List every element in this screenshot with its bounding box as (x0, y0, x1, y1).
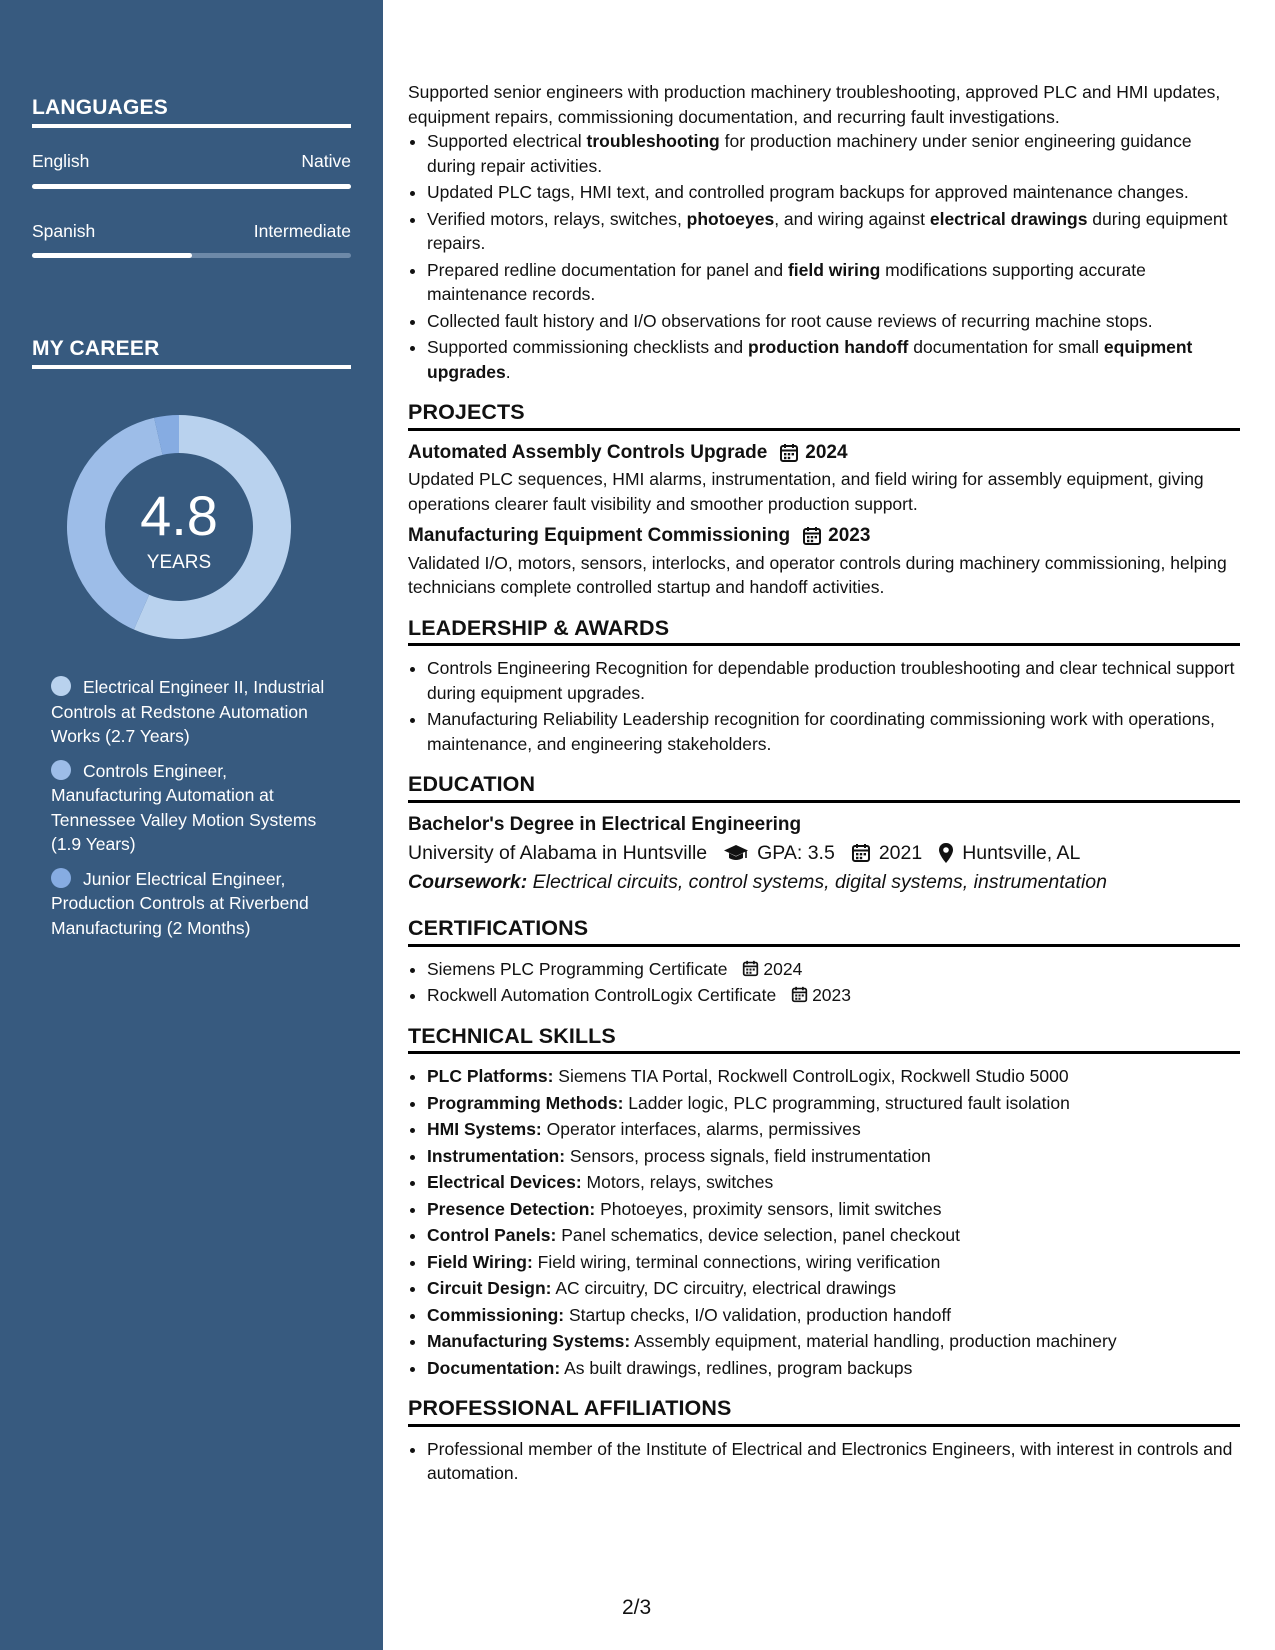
skill-label: Presence Detection: (427, 1198, 596, 1219)
bullet-text: Supported electrical (427, 131, 587, 151)
skill-value: Photoeyes, proximity sensors, limit switches (595, 1198, 942, 1219)
skills-list (408, 1064, 1240, 1380)
skill-label: Electrical Devices: (427, 1172, 582, 1192)
school-location: Huntsville, AL (962, 842, 1081, 864)
sidebar (0, 0, 383, 1650)
experience-bullet (427, 335, 1240, 384)
career-item (51, 759, 341, 857)
project-title: Manufacturing Equipment Commissioning (408, 525, 791, 546)
graduation-cap-icon (723, 843, 749, 863)
experience-bullet (427, 180, 1240, 205)
gpa: GPA: 3.5 (757, 842, 835, 864)
calendar-icon (851, 843, 871, 863)
bullet-text: documentation for small (908, 337, 1104, 357)
coursework-label: Coursework: (408, 870, 528, 893)
skill-label: Documentation: (427, 1357, 561, 1378)
project-title-row (408, 441, 1240, 466)
language-row-english (32, 151, 351, 172)
page-number: 2/3 (622, 1596, 652, 1619)
experience-intro: Supported senior engineers with production machinery troubleshooting, approved PLC and HMI updates, equipment repairs, commissioning documentation, and recurring fault investigations. (408, 82, 1221, 127)
certification-item (427, 957, 1240, 982)
skill-value: As built drawings, redlines, program backups (560, 1357, 913, 1378)
language-bar-fill (32, 253, 192, 258)
language-level: Native (301, 151, 351, 171)
main-content (408, 80, 1240, 1488)
career-item (51, 675, 341, 749)
bullet-text: Supported commissioning checklists and (427, 337, 748, 357)
skill-value: Panel schematics, device selection, panel checkout (556, 1225, 961, 1245)
certification-name: Rockwell Automation ControlLogix Certificate (427, 985, 777, 1005)
bullet-keyword: troubleshooting (586, 131, 720, 151)
calendar-icon (802, 526, 822, 546)
experience-bullet (427, 258, 1240, 307)
skill-label: Commissioning: (427, 1304, 565, 1325)
bullet-keyword: field wiring (787, 259, 881, 280)
skill-item (427, 1064, 1240, 1089)
project-title-row (408, 524, 1240, 549)
affiliations-list (408, 1437, 1240, 1486)
skill-value: Ladder logic, PLC programming, structured fault isolation (623, 1092, 1070, 1113)
coursework (408, 870, 1240, 895)
language-bar-english (32, 184, 351, 189)
certifications-heading: CERTIFICATIONS (408, 916, 1240, 947)
language-name: English (32, 151, 90, 171)
projects-heading: PROJECTS (408, 400, 1240, 431)
language-level: Intermediate (253, 221, 351, 241)
skill-item (427, 1276, 1240, 1301)
skill-value: AC circuitry, DC circuitry, electrical drawings (551, 1278, 897, 1298)
bullet-text: during equipment repairs. (427, 208, 1228, 253)
project (408, 524, 1240, 600)
bullet-keyword: equipment upgrades (427, 337, 1193, 382)
calendar-icon (779, 443, 799, 463)
calendar-icon (791, 986, 808, 1003)
leadership-item: • Controls Engineering Recognition for dependable production troubleshooting and clear technical support during equipment upgrades. (427, 656, 1240, 705)
skill-value: Assembly equipment, material handling, production machinery (630, 1331, 1117, 1351)
bullet-text: for production machinery under senior engineering guidance during repair activities. (427, 131, 1192, 176)
career-item-text: Junior Electrical Engineer, Production Controls at Riverbend Manufacturing (2 Months) (51, 868, 309, 938)
experience-bullet (427, 309, 1240, 334)
experience-bullet (427, 129, 1240, 178)
bullet-text: Prepared redline documentation for panel and (427, 259, 788, 280)
career-item-text: Electrical Engineer II, Industrial Controls at Redstone Automation Works (2.7 Years) (51, 677, 325, 746)
calendar-icon (742, 960, 759, 977)
location-pin-icon (938, 842, 954, 864)
skill-value: Startup checks, I/O validation, production handoff (564, 1304, 951, 1325)
leadership-list (408, 656, 1240, 756)
experience-bullets (408, 129, 1240, 384)
certification-year: 2024 (763, 958, 803, 979)
leadership-item: • Manufacturing Reliability Leadership recognition for coordinating commissioning work with operations, maintenance, and engineering stakeholders. (427, 707, 1240, 756)
certification-item (427, 983, 1240, 1008)
career-list (51, 675, 341, 950)
skill-item (427, 1091, 1240, 1116)
education-details (408, 841, 1240, 866)
skill-value: Field wiring, terminal connections, wiring verification (532, 1251, 941, 1272)
bullet-text: , and wiring against (774, 208, 930, 229)
bullet-text: modifications supporting accurate maintenance records. (427, 259, 1146, 304)
skill-value: Operator interfaces, alarms, permissives (541, 1119, 861, 1139)
degree-title: Bachelor's Degree in Electrical Engineering (408, 813, 802, 835)
skill-item (427, 1303, 1240, 1328)
skill-label: Control Panels: (427, 1225, 557, 1245)
career-item-text: Controls Engineer, Manufacturing Automation at Tennessee Valley Motion Systems (1.9 Years) (51, 760, 317, 854)
bullet-text: Collected fault history and I/O observations for root cause reviews of recurring machine stops. (427, 310, 1153, 331)
experience-bullet (427, 207, 1240, 256)
skill-item (427, 1117, 1240, 1142)
career-heading: MY CAREER (32, 337, 351, 369)
bullet-keyword: production handoff (748, 337, 909, 357)
project (408, 441, 1240, 517)
skill-item (427, 1250, 1240, 1275)
skill-label: Instrumentation: (427, 1145, 566, 1166)
skill-label: Programming Methods: (427, 1092, 624, 1113)
skill-item (427, 1144, 1240, 1169)
project-description: Updated PLC sequences, HMI alarms, instrumentation, and field wiring for assembly equipment, giving operations clearer fault visibility and smoother production support. (408, 469, 1204, 514)
certification-name: Siemens PLC Programming Certificate (427, 958, 728, 979)
skill-item (427, 1197, 1240, 1222)
skill-item (427, 1223, 1240, 1248)
school-name: University of Alabama in Huntsville (408, 842, 708, 864)
skill-label: Circuit Design: (427, 1278, 552, 1298)
career-item (51, 867, 341, 941)
certification-year: 2023 (812, 985, 852, 1005)
affiliations-heading: PROFESSIONAL AFFILIATIONS (408, 1396, 1240, 1427)
bullet-keyword: photoeyes (686, 208, 775, 229)
career-unit: YEARS (146, 552, 212, 573)
skill-label: Manufacturing Systems: (427, 1331, 631, 1351)
affiliation-item: • Professional member of the Institute of Electrical and Electronics Engineers, with interest in controls and automation. (427, 1437, 1240, 1486)
skills-heading: TECHNICAL SKILLS (408, 1024, 1240, 1055)
project-title: Automated Assembly Controls Upgrade (408, 441, 768, 463)
skill-value: Motors, relays, switches (581, 1172, 774, 1192)
skill-item (427, 1170, 1240, 1195)
career-dot (51, 760, 71, 780)
bullet-text: Verified motors, relays, switches, (427, 208, 687, 229)
language-name: Spanish (32, 221, 96, 241)
language-row-spanish (32, 221, 351, 242)
certifications-list (408, 957, 1240, 1008)
skill-item (427, 1329, 1240, 1354)
bullet-text: Updated PLC tags, HMI text, and controlled program backups for approved maintenance changes. (427, 182, 1189, 202)
career-donut-chart (66, 414, 292, 640)
skill-value: Sensors, process signals, field instrumentation (565, 1145, 931, 1166)
skill-value: Siemens TIA Portal, Rockwell ControlLogix, Rockwell Studio 5000 (553, 1066, 1069, 1086)
leadership-heading: LEADERSHIP & AWARDS (408, 616, 1240, 647)
language-bar-spanish (32, 253, 351, 258)
project-year: 2024 (805, 441, 848, 463)
graduation-year: 2021 (878, 842, 923, 864)
career-total: 4.8 (140, 484, 218, 547)
career-dot (51, 676, 71, 696)
skill-label: HMI Systems: (427, 1119, 542, 1139)
language-bar-fill (32, 184, 351, 189)
education-heading: EDUCATION (408, 772, 1240, 803)
skill-label: Field Wiring: (427, 1251, 533, 1272)
coursework-text: Electrical circuits, control systems, digital systems, instrumentation (527, 870, 1107, 893)
skill-label: PLC Platforms: (427, 1066, 554, 1086)
project-year: 2023 (828, 525, 871, 546)
project-description: Validated I/O, motors, sensors, interlocks, and operator controls during machinery commissioning, helping technicians complete controlled startup and handoff activities. (408, 552, 1227, 597)
bullet-text: . (505, 361, 511, 382)
skill-item (427, 1356, 1240, 1381)
career-dot (51, 868, 71, 888)
languages-heading: LANGUAGES (32, 96, 351, 128)
bullet-keyword: electrical drawings (929, 208, 1088, 229)
